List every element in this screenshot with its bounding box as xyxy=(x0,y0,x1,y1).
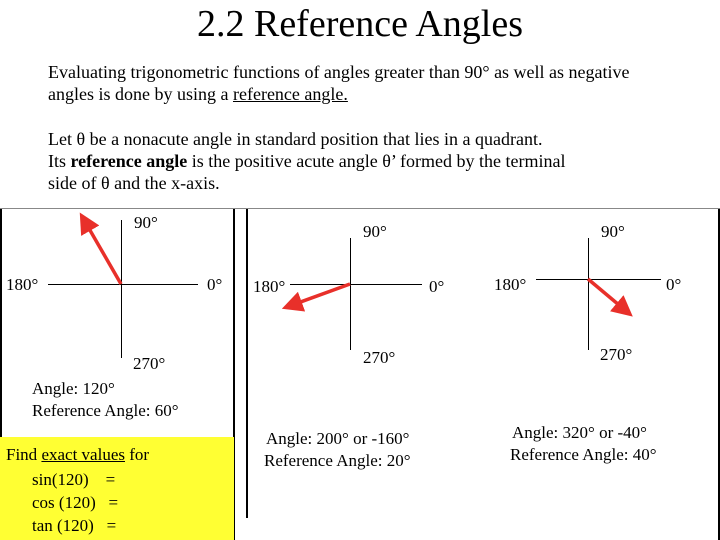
exact-values-suffix: for xyxy=(124,445,150,464)
terminal-side-arrow-120 xyxy=(85,222,121,284)
terminal-side-arrow-200 xyxy=(292,284,350,305)
definition-line-2-start: Its xyxy=(48,151,71,171)
definition-line-3: side of θ and the x-axis. xyxy=(48,173,220,193)
intro-text: Evaluating trigonometric functions of angles greater than 90° as well as negative angles is done by using a xyxy=(48,62,630,104)
slide-title: 2.2 Reference Angles xyxy=(196,3,524,45)
exact-values-prefix: Find xyxy=(6,445,42,464)
exact-values-box xyxy=(0,437,234,540)
label-90: 90° xyxy=(601,222,625,241)
label-180: 180° xyxy=(6,275,39,294)
angle-caption: Angle: 320° or -40° xyxy=(512,423,647,442)
reference-angle-link: reference angle. xyxy=(232,84,348,104)
reference-angle-caption: Reference Angle: 60° xyxy=(32,401,179,420)
label-270: 270° xyxy=(363,348,396,367)
reference-angle-caption: Reference Angle: 40° xyxy=(510,445,657,464)
cos-row: cos (120) = xyxy=(32,493,119,512)
reference-angle-term: reference angle xyxy=(70,151,188,171)
label-0: 0° xyxy=(429,277,445,296)
angle-caption: Angle: 120° xyxy=(32,379,115,398)
label-270: 270° xyxy=(133,354,166,373)
terminal-side-arrow-320 xyxy=(588,279,625,310)
label-0: 0° xyxy=(207,275,223,294)
exact-values-prompt xyxy=(6,444,149,465)
sin-row: sin(120) = xyxy=(32,470,116,489)
reference-angle-caption: Reference Angle: 20° xyxy=(264,451,411,470)
label-90: 90° xyxy=(134,213,158,232)
label-180: 180° xyxy=(494,275,527,294)
tan-row: tan (120) = xyxy=(32,516,117,535)
definition-line-1: Let θ be a nonacute angle in standard position that lies in a quadrant. xyxy=(48,129,543,149)
definition-line-2-end: is the positive acute angle θ’ formed by the terminal xyxy=(187,151,566,171)
label-0: 0° xyxy=(666,275,682,294)
label-90: 90° xyxy=(363,222,387,241)
label-180: 180° xyxy=(253,277,286,296)
label-270: 270° xyxy=(600,345,633,364)
angle-caption: Angle: 200° or -160° xyxy=(266,429,410,448)
exact-values-link: exact values xyxy=(41,445,125,464)
